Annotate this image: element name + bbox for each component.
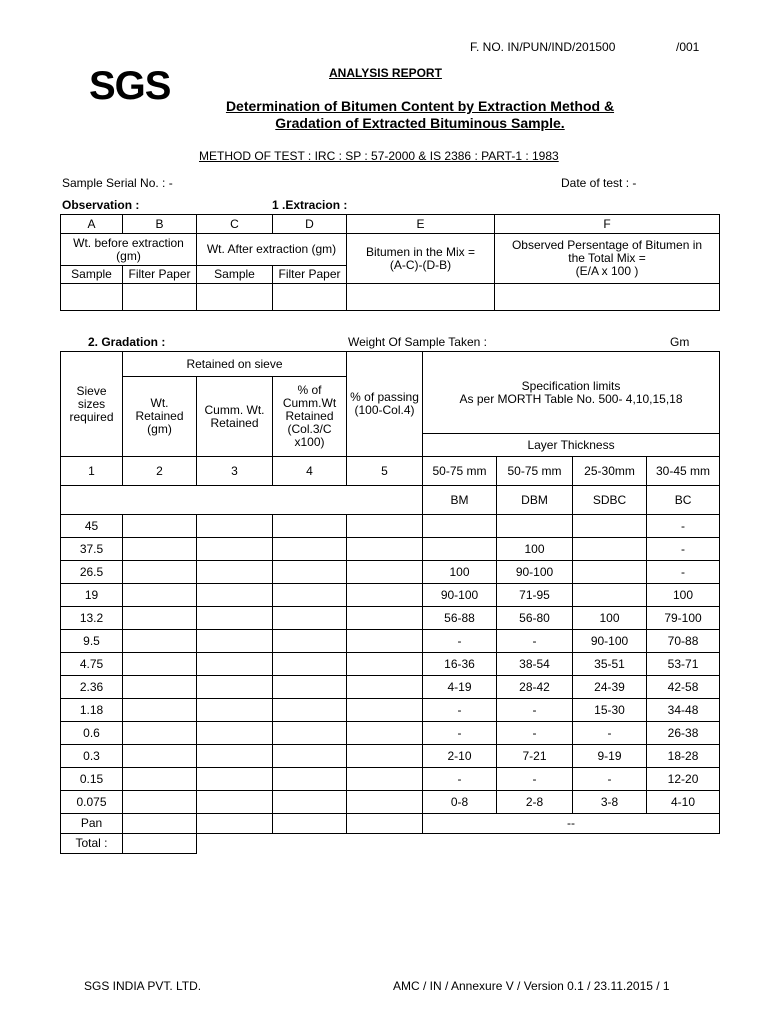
thickness-bc: 30-45 mm: [647, 457, 720, 486]
sieve-size: 0.075: [61, 791, 123, 814]
observed-line2: the Total Mix =: [568, 251, 646, 265]
input-cell[interactable]: [347, 745, 423, 768]
spec-bc: 34-48: [647, 699, 720, 722]
input-cell[interactable]: [123, 768, 197, 791]
input-cell[interactable]: [347, 538, 423, 561]
spec-bc: 18-28: [647, 745, 720, 768]
sieve-size: 0.6: [61, 722, 123, 745]
input-cell[interactable]: [123, 722, 197, 745]
input-cell[interactable]: [123, 561, 197, 584]
sieve-size: 26.5: [61, 561, 123, 584]
spec-sdbc: [573, 584, 647, 607]
input-cell[interactable]: [347, 584, 423, 607]
sieve-row: [61, 538, 720, 561]
spec-sdbc: [573, 561, 647, 584]
spec-bc: 70-88: [647, 630, 720, 653]
input-cell[interactable]: [273, 284, 347, 311]
spec-dbm: 38-54: [497, 653, 573, 676]
spec-dbm: 90-100: [497, 561, 573, 584]
mix-type-bm: BM: [423, 486, 497, 515]
retained-on-sieve-header: Retained on sieve: [123, 352, 347, 377]
spec-sdbc: 24-39: [573, 676, 647, 699]
input-cell[interactable]: [273, 768, 347, 791]
report-title: ANALYSIS REPORT: [329, 66, 442, 80]
spec-sdbc: 15-30: [573, 699, 647, 722]
sieve-row: [61, 768, 720, 791]
sieve-row: [61, 699, 720, 722]
input-cell[interactable]: [273, 538, 347, 561]
spec-bc: 100: [647, 584, 720, 607]
gradation-label: 2. Gradation :: [88, 335, 166, 349]
input-cell[interactable]: [273, 653, 347, 676]
input-cell[interactable]: [197, 607, 273, 630]
input-cell[interactable]: [347, 653, 423, 676]
input-cell[interactable]: [123, 515, 197, 538]
sieve-row: [61, 584, 720, 607]
col-number-1: 1: [61, 457, 123, 486]
input-cell[interactable]: [197, 538, 273, 561]
layer-thickness-header: Layer Thickness: [423, 434, 720, 457]
sieve-row: [61, 607, 720, 630]
input-cell[interactable]: [61, 284, 123, 311]
input-cell[interactable]: [123, 791, 197, 814]
spec-bm: 2-10: [423, 745, 497, 768]
spec-dbm: -: [497, 630, 573, 653]
method-of-test: METHOD OF TEST : IRC : SP : 57-2000 & IS 2386 : PART-1 : 1983: [199, 149, 559, 163]
sieve-sizes-header: Sieve sizes required: [61, 352, 123, 457]
file-number: F. NO. IN/PUN/IND/201500: [470, 40, 616, 54]
spec-bm: -: [423, 699, 497, 722]
thickness-bm: 50-75 mm: [423, 457, 497, 486]
total-input-cell[interactable]: [123, 834, 197, 854]
input-cell[interactable]: [197, 676, 273, 699]
spec-dbm: 71-95: [497, 584, 573, 607]
wt-retained-header: Wt. Retained (gm): [123, 377, 197, 457]
sieve-row: [61, 653, 720, 676]
sieve-row: [61, 791, 720, 814]
input-cell[interactable]: [197, 791, 273, 814]
sieve-rows: [61, 515, 720, 814]
spec-bc: 4-10: [647, 791, 720, 814]
extraction-table: [60, 214, 720, 311]
input-cell[interactable]: [197, 515, 273, 538]
bitumen-mix-header: [347, 234, 495, 284]
spec-dbm: -: [497, 768, 573, 791]
spec-bc: -: [647, 561, 720, 584]
spec-sdbc: [573, 538, 647, 561]
spec-bm: 16-36: [423, 653, 497, 676]
input-cell[interactable]: [123, 538, 197, 561]
col-number-5: 5: [347, 457, 423, 486]
spec-sdbc: 9-19: [573, 745, 647, 768]
input-cell[interactable]: [347, 722, 423, 745]
input-cell[interactable]: [273, 607, 347, 630]
footer-company: SGS INDIA PVT. LTD.: [84, 979, 202, 993]
col-letter-b: B: [123, 215, 197, 234]
spec-limits-line1: Specification limits: [521, 378, 621, 393]
weight-taken-label: Weight Of Sample Taken :: [348, 335, 487, 349]
spec-bc: 12-20: [647, 768, 720, 791]
sieve-row: [61, 745, 720, 768]
pan-label: Pan: [61, 814, 123, 834]
spec-sdbc: [573, 515, 647, 538]
spec-bc: 53-71: [647, 653, 720, 676]
pct-cumm-header: % of Cumm.Wt Retained (Col.3/C x100): [273, 377, 347, 457]
extraction-label: 1 .Extracion :: [272, 198, 348, 212]
filter-paper-header-before: Filter Paper: [123, 266, 197, 284]
spec-bm: -: [423, 722, 497, 745]
input-cell[interactable]: [123, 676, 197, 699]
col-number-4: 4: [273, 457, 347, 486]
spec-bm: 4-19: [423, 676, 497, 699]
sieve-size: 1.18: [61, 699, 123, 722]
thickness-dbm: 50-75 mm: [497, 457, 573, 486]
input-cell[interactable]: [273, 699, 347, 722]
sieve-row: [61, 515, 720, 538]
col-letter-c: C: [197, 215, 273, 234]
total-spacer: [197, 834, 720, 854]
input-cell[interactable]: [347, 607, 423, 630]
sgs-logo: SGS: [89, 64, 171, 108]
number-row-spacer: [61, 486, 423, 515]
input-cell[interactable]: [495, 284, 720, 311]
sieve-size: 13.2: [61, 607, 123, 630]
mix-type-bc: BC: [647, 486, 720, 515]
sieve-row: [61, 561, 720, 584]
input-cell[interactable]: [197, 561, 273, 584]
spec-bc: 42-58: [647, 676, 720, 699]
input-cell[interactable]: [123, 653, 197, 676]
pan-spec: --: [423, 814, 720, 834]
input-cell[interactable]: [273, 791, 347, 814]
input-cell[interactable]: [273, 515, 347, 538]
input-cell[interactable]: [123, 699, 197, 722]
total-label: Total :: [61, 834, 123, 854]
spec-bm: [423, 515, 497, 538]
main-title-line1: Determination of Bitumen Content by Extraction Method &: [225, 98, 615, 114]
input-cell[interactable]: [273, 722, 347, 745]
input-cell[interactable]: [273, 745, 347, 768]
observed-line1: Observed Persentage of Bitumen in: [511, 238, 703, 252]
spec-dbm: 28-42: [497, 676, 573, 699]
input-cell[interactable]: [273, 584, 347, 607]
input-cell[interactable]: [347, 814, 423, 834]
spec-bm: 90-100: [423, 584, 497, 607]
input-cell[interactable]: [273, 630, 347, 653]
input-cell[interactable]: [197, 722, 273, 745]
input-cell[interactable]: [197, 584, 273, 607]
input-cell[interactable]: [197, 630, 273, 653]
sieve-size: 2.36: [61, 676, 123, 699]
spec-sdbc: 100: [573, 607, 647, 630]
input-cell[interactable]: [123, 630, 197, 653]
file-suffix: /001: [676, 40, 700, 54]
sieve-row: [61, 676, 720, 699]
input-cell[interactable]: [123, 745, 197, 768]
input-cell[interactable]: [123, 814, 197, 834]
spec-dbm: 100: [497, 538, 573, 561]
spec-bm: 0-8: [423, 791, 497, 814]
col-number-3: 3: [197, 457, 273, 486]
date-of-test: Date of test : -: [561, 176, 637, 190]
spec-bm: 56-88: [423, 607, 497, 630]
col-number-2: 2: [123, 457, 197, 486]
main-title-line2: Gradation of Extracted Bituminous Sample.: [275, 115, 565, 131]
wt-after-header: Wt. After extraction (gm): [197, 234, 347, 266]
input-cell[interactable]: [197, 768, 273, 791]
spec-bm: -: [423, 630, 497, 653]
observed-line3: (E/A x 100 ): [575, 264, 639, 278]
footer-version: AMC / IN / Annexure V / Version 0.1 / 23.11.2015 / 1: [393, 979, 670, 993]
input-cell[interactable]: [273, 676, 347, 699]
spec-dbm: -: [497, 699, 573, 722]
spec-dbm: 2-8: [497, 791, 573, 814]
sieve-size: 4.75: [61, 653, 123, 676]
sieve-row: [61, 630, 720, 653]
sieve-size: 45: [61, 515, 123, 538]
spec-bc: -: [647, 515, 720, 538]
spec-sdbc: 3-8: [573, 791, 647, 814]
spec-dbm: [497, 515, 573, 538]
filter-paper-header-after: Filter Paper: [273, 266, 347, 284]
spec-bm: 100: [423, 561, 497, 584]
spec-sdbc: 35-51: [573, 653, 647, 676]
col-letter-d: D: [273, 215, 347, 234]
spec-limits-line2: As per MORTH Table No. 500- 4,10,15,18: [459, 391, 683, 406]
pct-passing-header: % of passing (100-Col.4): [347, 352, 423, 457]
input-cell[interactable]: [347, 791, 423, 814]
cumm-wt-header: Cumm. Wt. Retained: [197, 377, 273, 457]
sieve-size: 9.5: [61, 630, 123, 653]
sample-header-after: Sample: [197, 266, 273, 284]
col-letter-a: A: [61, 215, 123, 234]
input-cell[interactable]: [273, 814, 347, 834]
col-letter-e: E: [347, 215, 495, 234]
mix-type-dbm: DBM: [497, 486, 573, 515]
input-cell[interactable]: [197, 699, 273, 722]
input-cell[interactable]: [123, 607, 197, 630]
spec-sdbc: -: [573, 768, 647, 791]
gradation-table: [60, 351, 720, 854]
sieve-size: 0.3: [61, 745, 123, 768]
input-cell[interactable]: [197, 653, 273, 676]
input-cell[interactable]: [197, 745, 273, 768]
weight-unit: Gm: [670, 335, 690, 349]
spec-bc: 79-100: [647, 607, 720, 630]
spec-limits-header: [423, 352, 720, 434]
sieve-row: [61, 722, 720, 745]
input-cell[interactable]: [347, 768, 423, 791]
sieve-size: 19: [61, 584, 123, 607]
spec-bm: [423, 538, 497, 561]
wt-before-header: Wt. before extraction (gm): [61, 234, 197, 266]
bitumen-mix-line1: Bitumen in the Mix =: [365, 244, 476, 259]
input-cell[interactable]: [347, 561, 423, 584]
input-cell[interactable]: [273, 561, 347, 584]
spec-sdbc: 90-100: [573, 630, 647, 653]
input-cell[interactable]: [347, 676, 423, 699]
sieve-size: 0.15: [61, 768, 123, 791]
spec-dbm: 7-21: [497, 745, 573, 768]
input-cell[interactable]: [197, 814, 273, 834]
input-cell[interactable]: [123, 284, 197, 311]
input-cell[interactable]: [347, 699, 423, 722]
spec-bm: -: [423, 768, 497, 791]
col-letter-f: F: [495, 215, 720, 234]
input-cell[interactable]: [347, 284, 495, 311]
sample-header-before: Sample: [61, 266, 123, 284]
input-cell[interactable]: [197, 284, 273, 311]
mix-type-sdbc: SDBC: [573, 486, 647, 515]
spec-dbm: -: [497, 722, 573, 745]
input-cell[interactable]: [347, 515, 423, 538]
spec-bc: 26-38: [647, 722, 720, 745]
sample-serial: Sample Serial No. : -: [62, 176, 173, 190]
observation-label: Observation :: [62, 198, 140, 212]
spec-dbm: 56-80: [497, 607, 573, 630]
input-cell[interactable]: [347, 630, 423, 653]
input-cell[interactable]: [123, 584, 197, 607]
bitumen-mix-line2: (A-C)-(D-B): [389, 257, 452, 272]
sieve-size: 37.5: [61, 538, 123, 561]
spec-bc: -: [647, 538, 720, 561]
thickness-sdbc: 25-30mm: [573, 457, 647, 486]
spec-sdbc: -: [573, 722, 647, 745]
observed-percentage-header: [495, 234, 720, 284]
